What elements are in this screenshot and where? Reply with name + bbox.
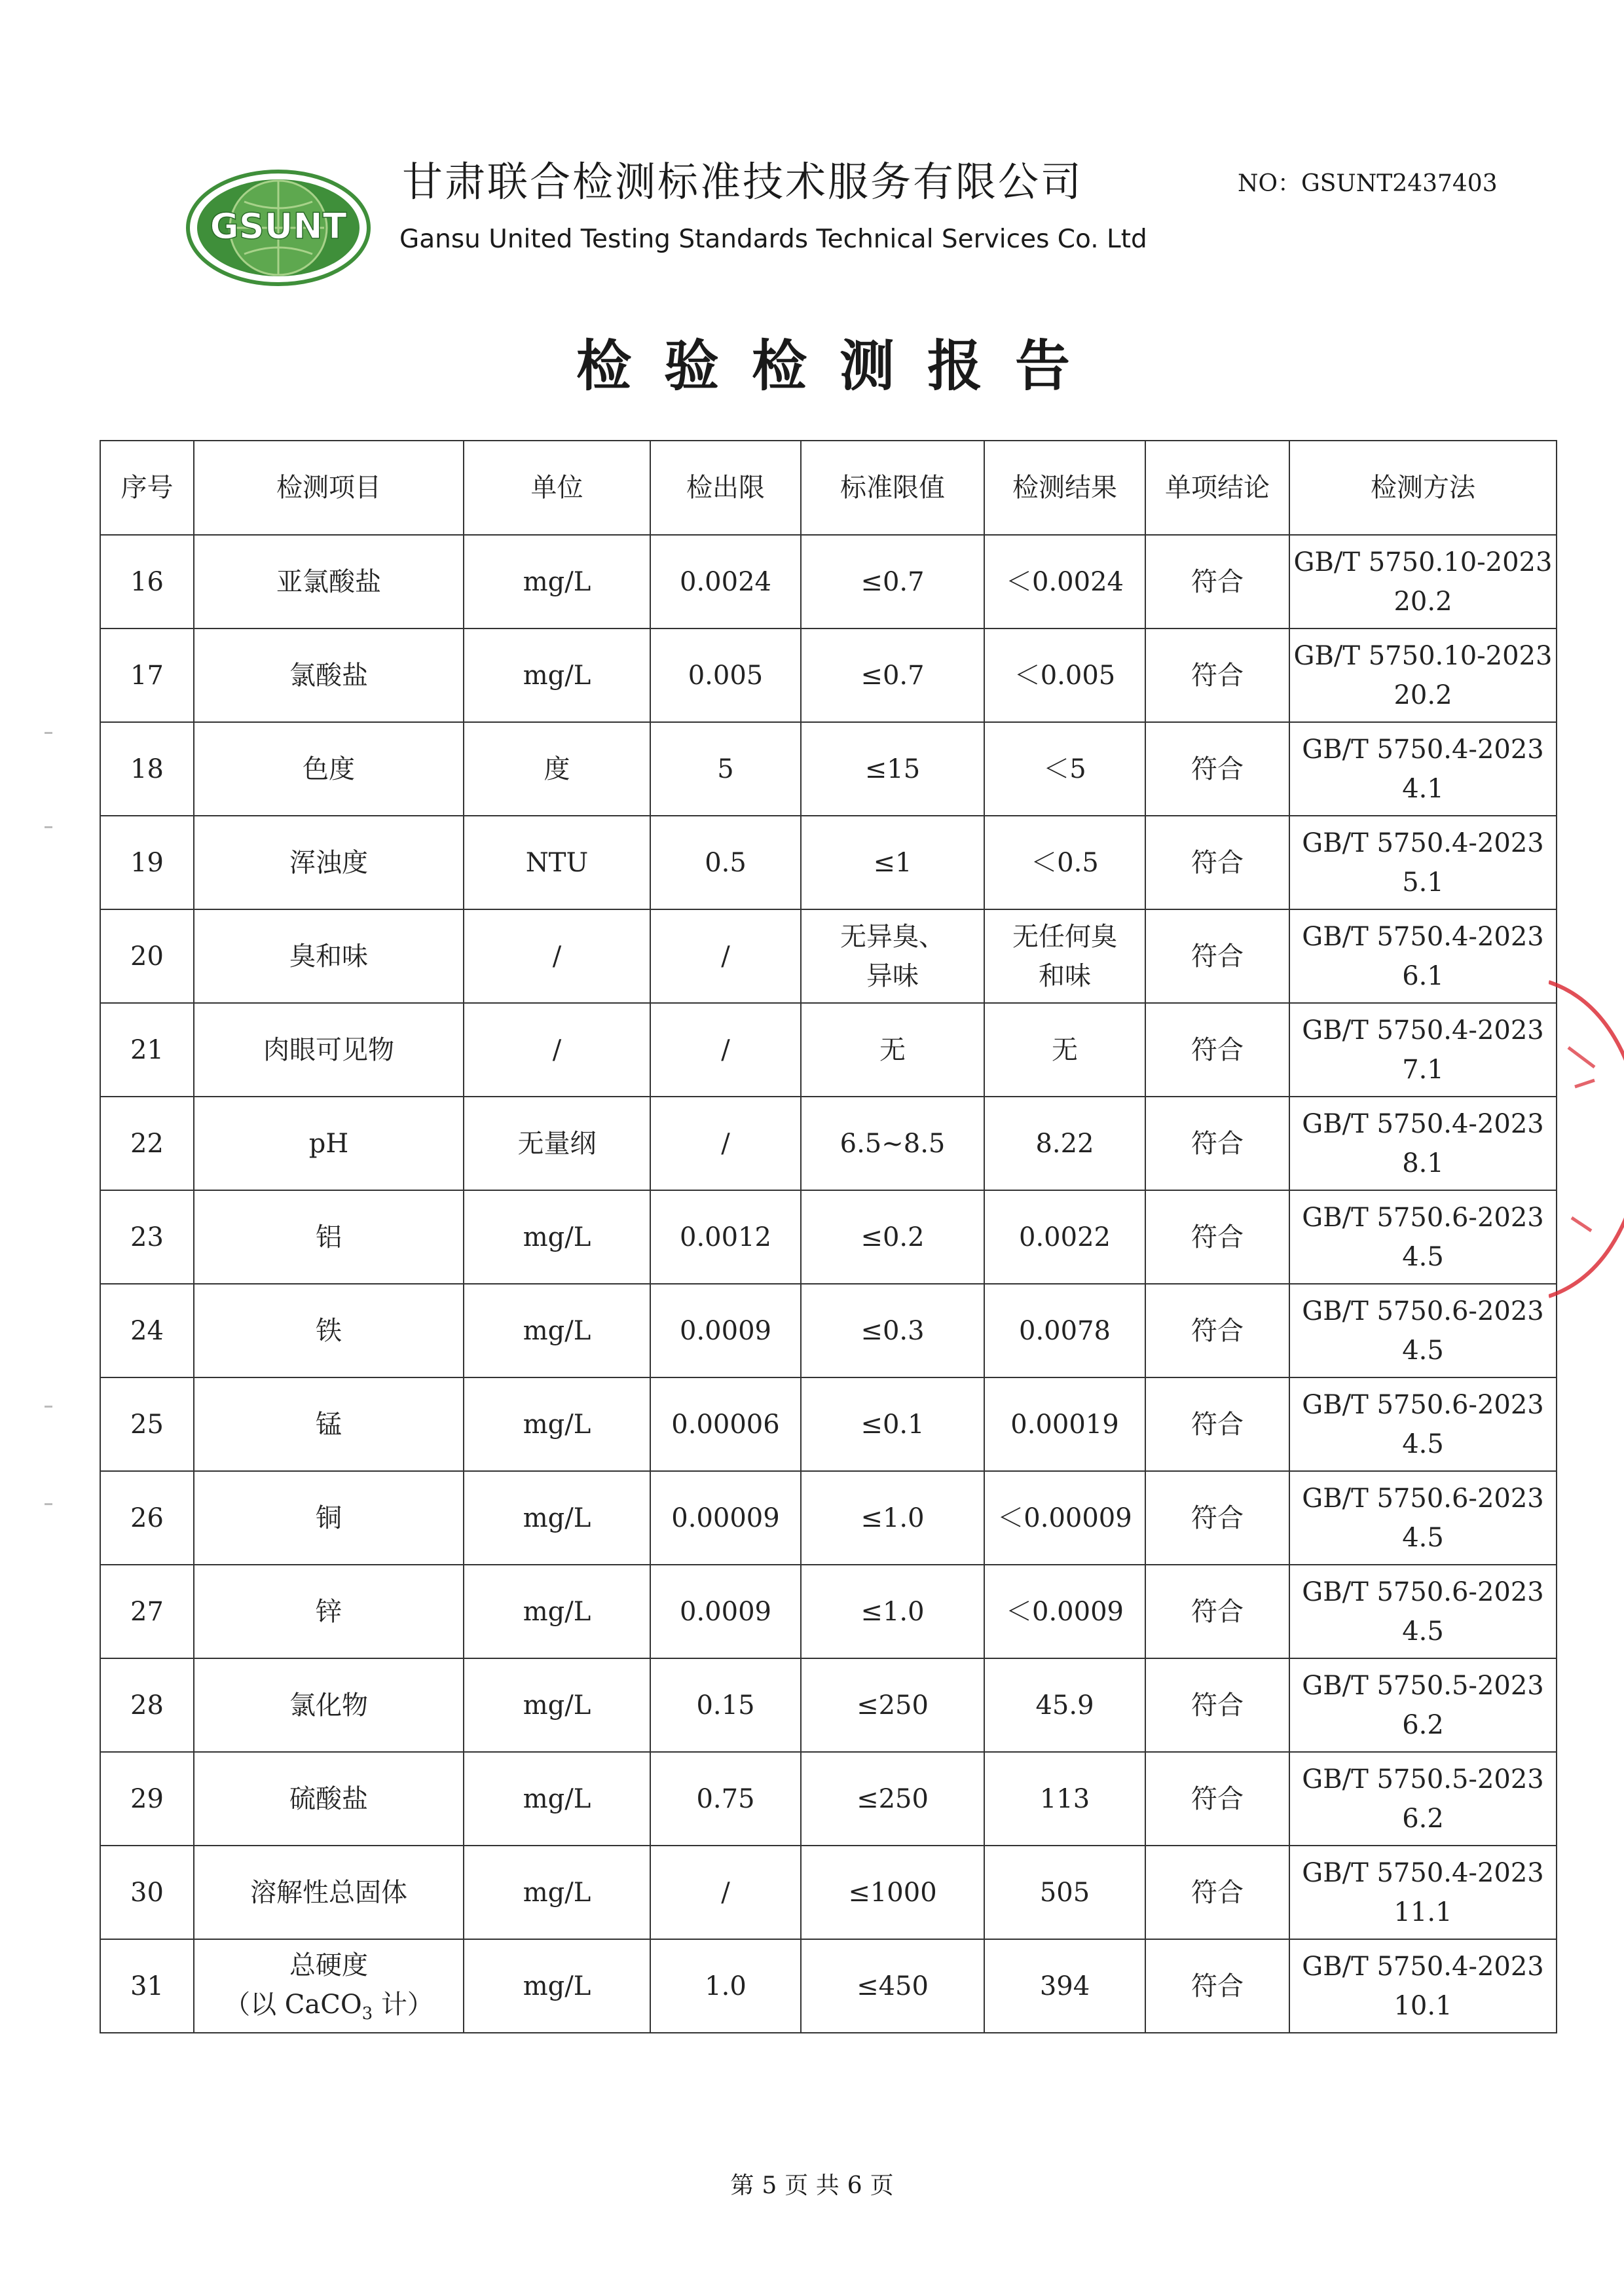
cell-limit: ≤0.2	[801, 1190, 984, 1284]
page-suffix: 页	[870, 2172, 894, 2199]
table-row	[100, 1471, 1557, 1565]
header-lod: 检出限	[650, 441, 801, 535]
cell-item: 浑浊度	[194, 816, 464, 909]
cell-conclusion: 符合	[1145, 1658, 1289, 1752]
cell-result: ＜0.5	[984, 816, 1145, 909]
method-standard: GB/T 5750.5-2023	[1302, 1670, 1544, 1701]
cell-unit: 度	[464, 722, 650, 816]
cell-item: 氯酸盐	[194, 629, 464, 722]
limit-line-2: 异味	[866, 960, 919, 991]
method-standard: GB/T 5750.4-2023	[1302, 1857, 1544, 1888]
cell-lod: 0.5	[650, 816, 801, 909]
item-note-prefix: （以 CaCO	[224, 1989, 362, 2020]
cell-result: ＜0.0024	[984, 535, 1145, 629]
cell-item: 亚氯酸盐	[194, 535, 464, 629]
cell-unit: /	[464, 909, 650, 1003]
method-standard: GB/T 5750.6-2023	[1302, 1576, 1544, 1607]
page-mid: 页 共	[784, 2172, 840, 2199]
cell-method	[1289, 1565, 1557, 1658]
cell-item: 色度	[194, 722, 464, 816]
cell-item: 硫酸盐	[194, 1752, 464, 1846]
table-row	[100, 1190, 1557, 1284]
cell-lod: 0.00009	[650, 1471, 801, 1565]
method-standard: GB/T 5750.6-2023	[1302, 1296, 1544, 1326]
cell-lod: 0.0024	[650, 535, 801, 629]
cell-lod: 0.00006	[650, 1377, 801, 1471]
cell-conclusion: 符合	[1145, 1565, 1289, 1658]
cell-conclusion: 符合	[1145, 1939, 1289, 2033]
method-standard: GB/T 5750.10-2023	[1293, 640, 1553, 671]
cell-lod: 0.0009	[650, 1284, 801, 1377]
cell-lod: /	[650, 1003, 801, 1097]
page-current: 5	[762, 2172, 777, 2199]
cell-limit: ≤250	[801, 1658, 984, 1752]
cell-result: 0.0078	[984, 1284, 1145, 1377]
method-standard: GB/T 5750.4-2023	[1302, 921, 1544, 952]
table-header-row	[100, 441, 1557, 535]
cell-method	[1289, 1003, 1557, 1097]
method-clause: 6.2	[1402, 1709, 1444, 1740]
method-standard: GB/T 5750.4-2023	[1302, 1951, 1544, 1982]
cell-no: 21	[100, 1003, 194, 1097]
company-logo	[185, 169, 371, 287]
method-standard: GB/T 5750.5-2023	[1302, 1764, 1544, 1795]
method-standard: GB/T 5750.6-2023	[1302, 1202, 1544, 1233]
cell-no: 23	[100, 1190, 194, 1284]
cell-result: 113	[984, 1752, 1145, 1846]
cell-lod: 1.0	[650, 1939, 801, 2033]
cell-method	[1289, 909, 1557, 1003]
cell-limit: ≤250	[801, 1752, 984, 1846]
method-clause: 6.1	[1402, 960, 1444, 991]
table-row	[100, 535, 1557, 629]
cell-no: 19	[100, 816, 194, 909]
item-line-2	[197, 1985, 460, 2027]
logo-text: GSUNT	[210, 206, 347, 247]
cell-no: 30	[100, 1846, 194, 1939]
cell-limit: 无	[801, 1003, 984, 1097]
cell-conclusion: 符合	[1145, 1377, 1289, 1471]
cell-result: 8.22	[984, 1097, 1145, 1190]
cell-unit: mg/L	[464, 1752, 650, 1846]
cell-limit: ≤15	[801, 722, 984, 816]
cell-lod: 0.75	[650, 1752, 801, 1846]
cell-conclusion: 符合	[1145, 1471, 1289, 1565]
cell-conclusion: 符合	[1145, 1003, 1289, 1097]
cell-no: 29	[100, 1752, 194, 1846]
cell-no: 17	[100, 629, 194, 722]
cell-conclusion: 符合	[1145, 1190, 1289, 1284]
cell-method	[1289, 1190, 1557, 1284]
method-clause: 11.1	[1393, 1897, 1452, 1927]
cell-no: 31	[100, 1939, 194, 2033]
seal-stamp	[1549, 969, 1624, 1309]
cell-lod: /	[650, 1097, 801, 1190]
scan-mark	[45, 1406, 52, 1408]
cell-item: 臭和味	[194, 909, 464, 1003]
method-clause: 4.5	[1402, 1335, 1444, 1366]
company-name-en: Gansu United Testing Standards Technical Services Co. Ltd	[399, 225, 1147, 254]
report-title: 检验检测报告	[576, 333, 1103, 398]
cell-conclusion: 符合	[1145, 909, 1289, 1003]
table-row	[100, 1752, 1557, 1846]
result-line-1: 无任何臭	[1012, 921, 1117, 952]
table-row	[100, 1939, 1557, 2033]
method-standard: GB/T 5750.4-2023	[1302, 828, 1544, 858]
item-note-subscript: 3	[361, 2003, 373, 2024]
method-clause: 4.5	[1402, 1241, 1444, 1272]
cell-unit: mg/L	[464, 1565, 650, 1658]
table-row	[100, 1846, 1557, 1939]
cell-no: 28	[100, 1658, 194, 1752]
cell-conclusion: 符合	[1145, 1284, 1289, 1377]
method-standard: GB/T 5750.4-2023	[1302, 1015, 1544, 1046]
cell-item: 锌	[194, 1565, 464, 1658]
table-row	[100, 1284, 1557, 1377]
cell-no: 25	[100, 1377, 194, 1471]
cell-unit: 无量纲	[464, 1097, 650, 1190]
cell-no: 24	[100, 1284, 194, 1377]
cell-conclusion: 符合	[1145, 1846, 1289, 1939]
cell-no: 16	[100, 535, 194, 629]
cell-item: pH	[194, 1097, 464, 1190]
cell-method	[1289, 1471, 1557, 1565]
method-standard: GB/T 5750.10-2023	[1293, 547, 1553, 577]
method-clause: 20.2	[1393, 586, 1452, 617]
cell-lod: 0.0012	[650, 1190, 801, 1284]
scan-mark	[45, 732, 52, 734]
header-conclusion: 单项结论	[1145, 441, 1289, 535]
cell-no: 22	[100, 1097, 194, 1190]
cell-conclusion: 符合	[1145, 816, 1289, 909]
report-number-value: GSUNT2437403	[1301, 170, 1498, 197]
method-clause: 4.1	[1402, 773, 1444, 804]
cell-conclusion: 符合	[1145, 629, 1289, 722]
cell-unit: mg/L	[464, 1190, 650, 1284]
cell-item: 肉眼可见物	[194, 1003, 464, 1097]
cell-no: 18	[100, 722, 194, 816]
scan-mark	[45, 826, 52, 828]
cell-result: 394	[984, 1939, 1145, 2033]
cell-method	[1289, 1752, 1557, 1846]
cell-limit: ≤1000	[801, 1846, 984, 1939]
cell-result: 0.00019	[984, 1377, 1145, 1471]
cell-lod: 0.0009	[650, 1565, 801, 1658]
cell-conclusion: 符合	[1145, 722, 1289, 816]
header-no: 序号	[100, 441, 194, 535]
cell-item: 锰	[194, 1377, 464, 1471]
header-method: 检测方法	[1289, 441, 1557, 535]
cell-method	[1289, 1097, 1557, 1190]
page-number	[0, 2167, 1624, 2200]
table-row	[100, 1003, 1557, 1097]
method-clause: 8.1	[1402, 1148, 1444, 1178]
cell-result: 505	[984, 1846, 1145, 1939]
item-line-1: 总硬度	[289, 1950, 368, 1980]
cell-item: 铁	[194, 1284, 464, 1377]
cell-limit: ≤1.0	[801, 1565, 984, 1658]
cell-conclusion: 符合	[1145, 535, 1289, 629]
table-row	[100, 1565, 1557, 1658]
table-row	[100, 629, 1557, 722]
cell-result: 45.9	[984, 1658, 1145, 1752]
table-row	[100, 1658, 1557, 1752]
header-unit: 单位	[464, 441, 650, 535]
cell-method	[1289, 629, 1557, 722]
cell-limit: ≤0.1	[801, 1377, 984, 1471]
method-clause: 4.5	[1402, 1616, 1444, 1647]
method-standard: GB/T 5750.6-2023	[1302, 1389, 1544, 1420]
cell-unit: mg/L	[464, 1658, 650, 1752]
item-note-suffix: 计）	[373, 1989, 434, 2020]
header-limit: 标准限值	[801, 441, 984, 535]
cell-lod: /	[650, 909, 801, 1003]
method-clause: 20.2	[1393, 680, 1452, 710]
cell-limit: ≤0.7	[801, 629, 984, 722]
table-row	[100, 909, 1557, 1003]
cell-no: 20	[100, 909, 194, 1003]
cell-item: 溶解性总固体	[194, 1846, 464, 1939]
method-clause: 5.1	[1402, 867, 1444, 898]
cell-result: ＜0.00009	[984, 1471, 1145, 1565]
cell-result: ＜5	[984, 722, 1145, 816]
result-line-2: 和味	[1039, 960, 1091, 991]
method-clause: 4.5	[1402, 1522, 1444, 1553]
cell-method	[1289, 1284, 1557, 1377]
cell-method	[1289, 1846, 1557, 1939]
cell-lod: 0.15	[650, 1658, 801, 1752]
cell-result: ＜0.0009	[984, 1565, 1145, 1658]
results-table	[100, 440, 1557, 2033]
method-clause: 4.5	[1402, 1429, 1444, 1459]
cell-unit: /	[464, 1003, 650, 1097]
method-clause: 7.1	[1402, 1054, 1444, 1085]
method-standard: GB/T 5750.4-2023	[1302, 734, 1544, 765]
cell-method	[1289, 535, 1557, 629]
cell-limit: 6.5~8.5	[801, 1097, 984, 1190]
cell-no: 27	[100, 1565, 194, 1658]
cell-unit: mg/L	[464, 1846, 650, 1939]
cell-conclusion: 符合	[1145, 1097, 1289, 1190]
cell-limit: ≤1	[801, 816, 984, 909]
limit-line-1: 无异臭、	[840, 921, 945, 952]
cell-lod: /	[650, 1846, 801, 1939]
cell-unit: mg/L	[464, 1284, 650, 1377]
company-name-cn: 甘肃联合检测标准技术服务有限公司	[402, 158, 1084, 206]
cell-limit: ≤450	[801, 1939, 984, 2033]
table-row	[100, 722, 1557, 816]
method-clause: 6.2	[1402, 1803, 1444, 1834]
header-result: 检测结果	[984, 441, 1145, 535]
header-item: 检测项目	[194, 441, 464, 535]
table-row	[100, 816, 1557, 909]
cell-conclusion: 符合	[1145, 1752, 1289, 1846]
cell-lod: 0.005	[650, 629, 801, 722]
cell-result: 0.0022	[984, 1190, 1145, 1284]
table-row	[100, 1097, 1557, 1190]
cell-method	[1289, 816, 1557, 909]
report-number	[1238, 165, 1498, 198]
cell-item: 氯化物	[194, 1658, 464, 1752]
page-prefix: 第	[730, 2172, 754, 2199]
method-clause: 10.1	[1393, 1990, 1452, 2021]
cell-method	[1289, 1377, 1557, 1471]
cell-unit: mg/L	[464, 1939, 650, 2033]
cell-method	[1289, 1658, 1557, 1752]
cell-method	[1289, 722, 1557, 816]
scan-mark	[45, 1503, 52, 1505]
cell-unit: mg/L	[464, 1471, 650, 1565]
report-number-label: NO：	[1238, 170, 1302, 197]
table-row	[100, 1377, 1557, 1471]
cell-result: ＜0.005	[984, 629, 1145, 722]
cell-no: 26	[100, 1471, 194, 1565]
cell-limit: ≤0.3	[801, 1284, 984, 1377]
cell-method	[1289, 1939, 1557, 2033]
cell-unit: mg/L	[464, 535, 650, 629]
cell-unit: NTU	[464, 816, 650, 909]
cell-limit: ≤0.7	[801, 535, 984, 629]
cell-item: 铝	[194, 1190, 464, 1284]
cell-lod: 5	[650, 722, 801, 816]
cell-limit	[801, 909, 984, 1003]
cell-limit: ≤1.0	[801, 1471, 984, 1565]
cell-item: 铜	[194, 1471, 464, 1565]
cell-result	[984, 909, 1145, 1003]
cell-unit: mg/L	[464, 629, 650, 722]
cell-result: 无	[984, 1003, 1145, 1097]
method-standard: GB/T 5750.4-2023	[1302, 1108, 1544, 1139]
cell-item	[194, 1939, 464, 2033]
page-total: 6	[847, 2172, 862, 2199]
method-standard: GB/T 5750.6-2023	[1302, 1483, 1544, 1514]
cell-unit: mg/L	[464, 1377, 650, 1471]
